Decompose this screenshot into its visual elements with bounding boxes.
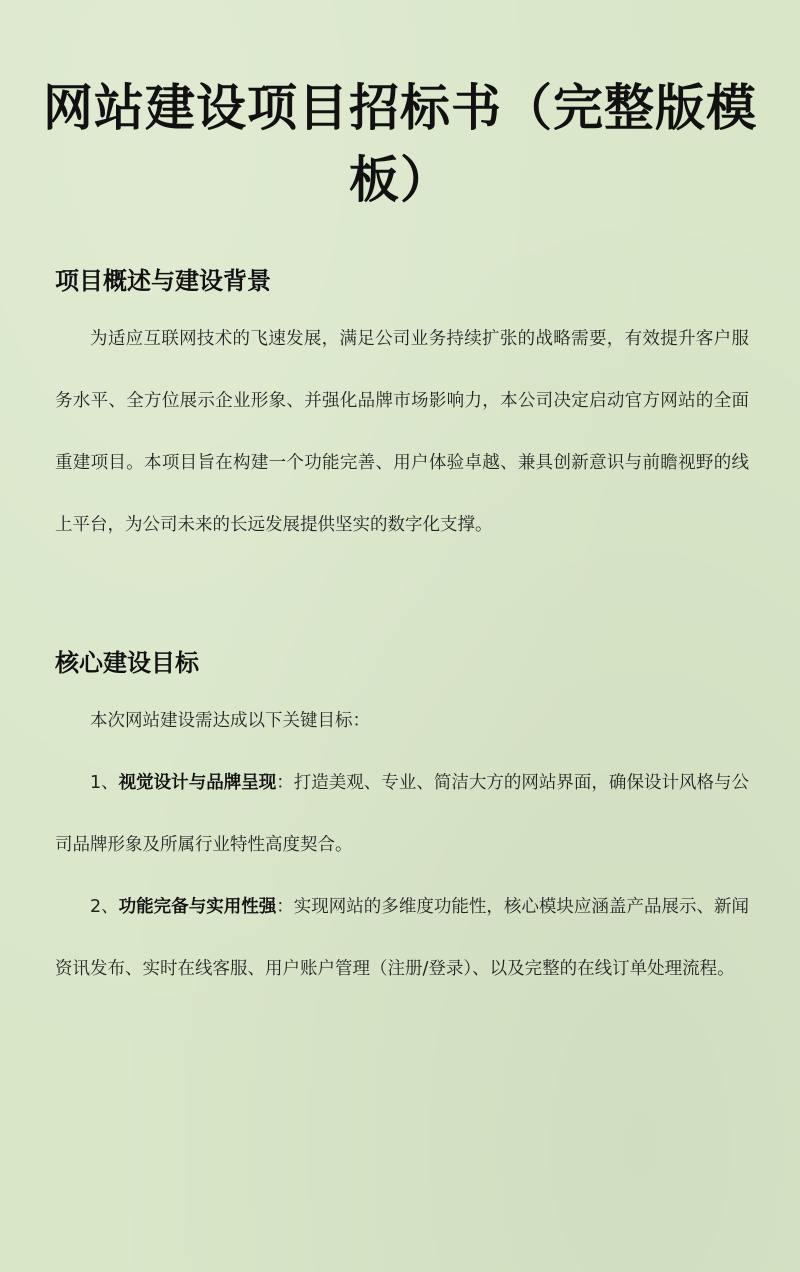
goal-1-text: ：打造美观、专业、简洁大方的网站界面，确保设计风格与公司品牌形象及所属行业特性高度契合。 <box>55 773 750 855</box>
section-heading-goals: 核心建设目标 <box>55 649 199 677</box>
paragraph-goal-1 <box>55 752 749 876</box>
goal-1-title: 视觉设计与品牌呈现 <box>118 773 277 793</box>
goal-2-text: ：实现网站的多维度功能性，核心模块应涵盖产品展示、新闻资讯发布、实时在线客服、用户账户管理（注册/登录）、以及完整的在线订单处理流程。 <box>55 897 750 979</box>
paragraph-goal-2 <box>55 876 749 1000</box>
goal-1-number: 1、 <box>90 773 119 793</box>
section-heading-background: 项目概述与建设背景 <box>55 267 271 295</box>
document-title: 网站建设项目招标书（完整版模板） <box>43 79 757 209</box>
goal-2-title: 功能完备与实用性强 <box>118 897 277 917</box>
paragraph-background: 为适应互联网技术的飞速发展，满足公司业务持续扩张的战略需要，有效提升客户服务水平、全方位展示企业形象、并强化品牌市场影响力，本公司决定启动官方网站的全面重建项目。本项目旨在构建一个功能完善、用户体验卓越、兼具创新意识与前瞻视野的线上平台，为公司未来的长远发展提供坚实的数字化支撑。 <box>55 329 749 535</box>
goal-2-number: 2、 <box>90 897 119 917</box>
paragraph-goals-intro: 本次网站建设需达成以下关键目标： <box>90 711 370 731</box>
